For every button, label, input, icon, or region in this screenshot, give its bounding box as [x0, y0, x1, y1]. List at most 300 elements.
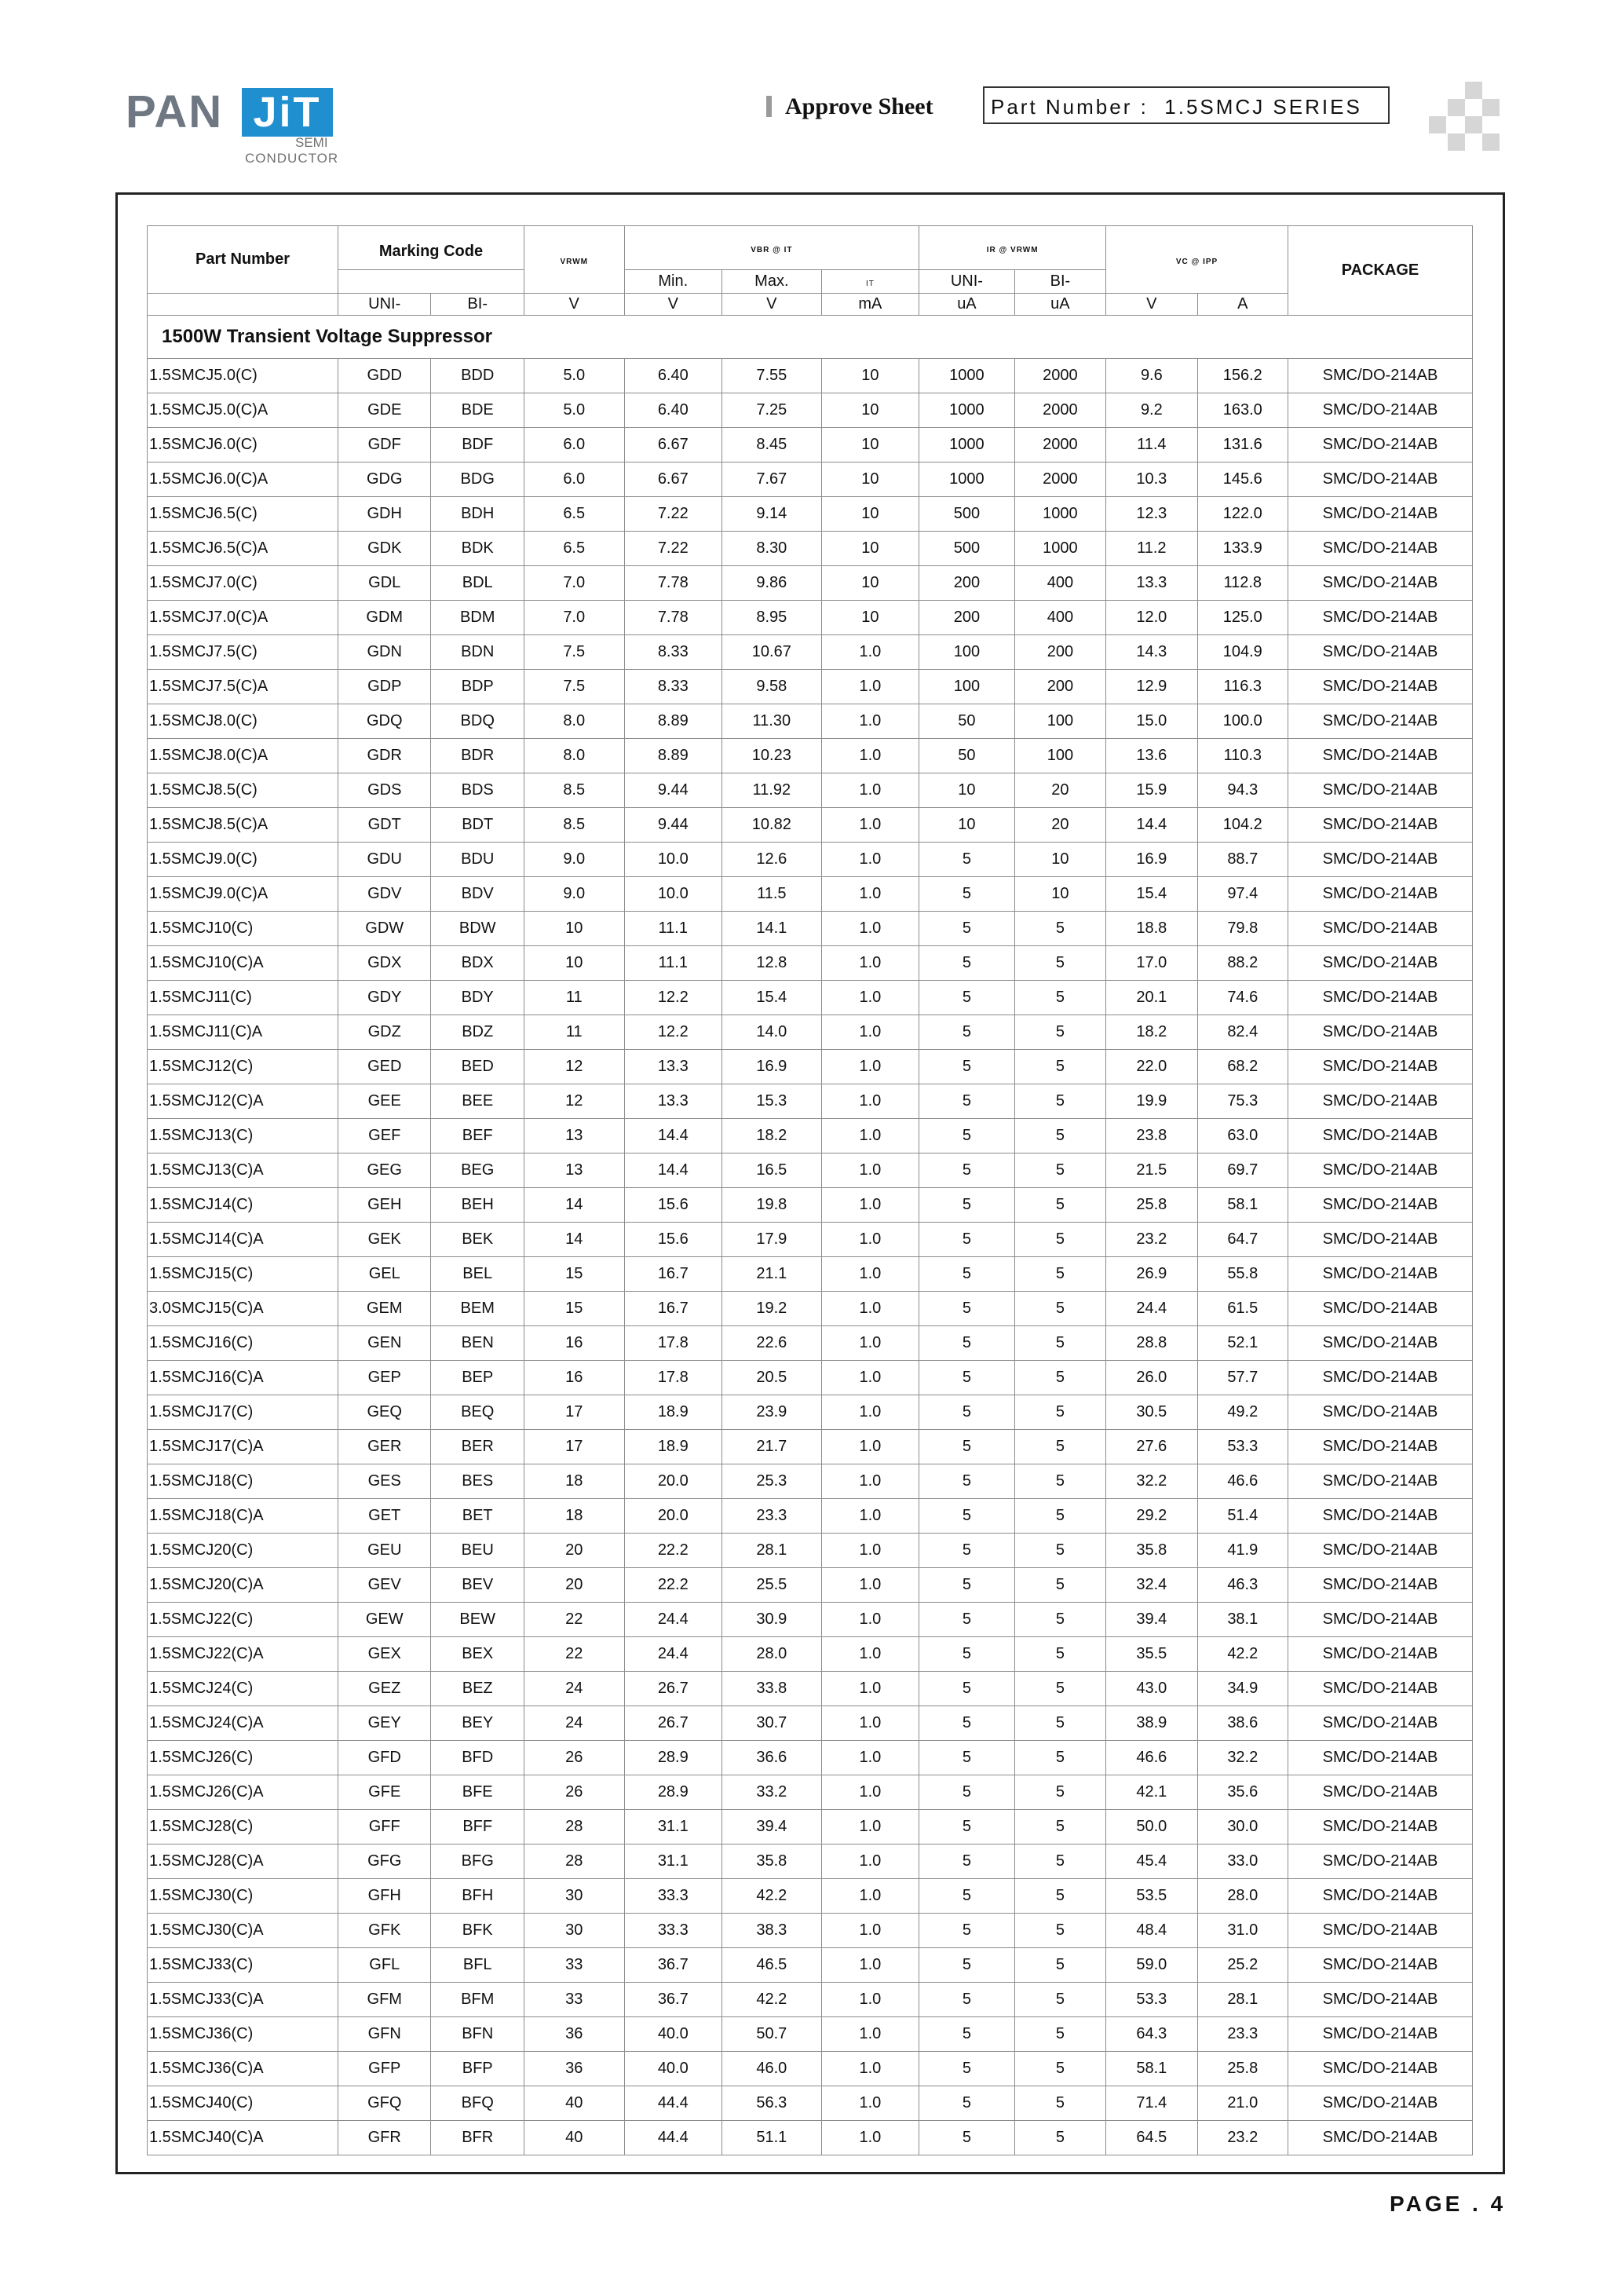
table-cell: BDZ — [431, 1015, 524, 1050]
part-number-cell: 1.5SMCJ33(C)A — [148, 1983, 338, 2017]
table-cell: GDF — [338, 428, 431, 462]
table-body — [148, 359, 1473, 2155]
table-cell: 48.4 — [1106, 1914, 1197, 1948]
table-cell: 42.1 — [1106, 1775, 1197, 1810]
table-cell: BDU — [431, 843, 524, 877]
table-cell: 1.0 — [821, 773, 919, 808]
table-cell: 5 — [919, 877, 1015, 912]
table-cell: 8.33 — [624, 670, 722, 704]
table-cell: BEK — [431, 1223, 524, 1257]
table-cell: 15.4 — [1106, 877, 1197, 912]
part-number-cell: 1.5SMCJ40(C) — [148, 2086, 338, 2121]
header-unit-max: V — [722, 294, 822, 316]
table-cell: 10 — [524, 912, 624, 946]
table-cell: 25.8 — [1106, 1188, 1197, 1223]
table-cell: 33 — [524, 1948, 624, 1983]
table-row — [148, 532, 1473, 566]
header-vc-text: VC @ IPP — [1175, 258, 1218, 266]
part-number-cell: 1.5SMCJ20(C)A — [148, 1568, 338, 1603]
table-cell: 5 — [1014, 1464, 1105, 1499]
part-number-cell: 1.5SMCJ12(C)A — [148, 1084, 338, 1119]
table-cell: 11.4 — [1106, 428, 1197, 462]
table-cell: 5 — [1014, 1395, 1105, 1430]
table-cell: 13.3 — [624, 1084, 722, 1119]
table-cell: 163.0 — [1197, 393, 1288, 428]
table-cell: 5 — [1014, 1534, 1105, 1568]
table-row — [148, 601, 1473, 635]
table-row — [148, 1050, 1473, 1084]
table-cell: SMC/DO-214AB — [1288, 1844, 1473, 1879]
table-cell: BFD — [431, 1741, 524, 1775]
section-title-body — [148, 316, 1473, 359]
table-cell: BFH — [431, 1879, 524, 1914]
table-cell: 21.0 — [1197, 2086, 1288, 2121]
table-cell: 22 — [524, 1637, 624, 1672]
table-cell: 63.0 — [1197, 1119, 1288, 1153]
table-cell: 6.0 — [524, 428, 624, 462]
logo-conductor-text: CONDUCTOR — [245, 151, 339, 166]
part-number-cell: 1.5SMCJ28(C) — [148, 1810, 338, 1844]
table-cell: 35.8 — [722, 1844, 822, 1879]
table-cell: SMC/DO-214AB — [1288, 1361, 1473, 1395]
header-unit-bi: BI- — [431, 294, 524, 316]
table-row — [148, 2017, 1473, 2052]
part-number-cell: 1.5SMCJ11(C) — [148, 981, 338, 1015]
table-cell: BFP — [431, 2052, 524, 2086]
header-sub-it-text: IT — [865, 280, 875, 288]
table-cell: 1.0 — [821, 1914, 919, 1948]
part-number-cell: 1.5SMCJ8.0(C) — [148, 704, 338, 739]
table-cell: BDE — [431, 393, 524, 428]
table-cell: 46.6 — [1106, 1741, 1197, 1775]
table-cell: 5 — [1014, 1672, 1105, 1706]
table-cell: 1.0 — [821, 1844, 919, 1879]
table-cell: 5 — [1014, 981, 1105, 1015]
table-cell: 30.5 — [1106, 1395, 1197, 1430]
table-cell: BEQ — [431, 1395, 524, 1430]
table-cell: 100 — [1014, 739, 1105, 773]
table-cell: 1.0 — [821, 704, 919, 739]
table-cell: BDS — [431, 773, 524, 808]
table-row — [148, 2121, 1473, 2155]
table-cell: 14.1 — [722, 912, 822, 946]
table-cell: SMC/DO-214AB — [1288, 1672, 1473, 1706]
part-number-cell: 1.5SMCJ33(C) — [148, 1948, 338, 1983]
table-cell: SMC/DO-214AB — [1288, 1257, 1473, 1292]
table-cell: 31.0 — [1197, 1914, 1288, 1948]
table-cell: 8.5 — [524, 808, 624, 843]
table-cell: 38.6 — [1197, 1706, 1288, 1741]
table-cell: 5 — [1014, 2017, 1105, 2052]
table-cell: 42.2 — [1197, 1637, 1288, 1672]
table-cell: GEX — [338, 1637, 431, 1672]
table-cell: 11 — [524, 981, 624, 1015]
table-cell: BDT — [431, 808, 524, 843]
table-row — [148, 1499, 1473, 1534]
table-cell: 1.0 — [821, 1223, 919, 1257]
table-cell: 34.9 — [1197, 1672, 1288, 1706]
table-cell: 14.0 — [722, 1015, 822, 1050]
table-cell: GEW — [338, 1603, 431, 1637]
table-cell: BEM — [431, 1292, 524, 1326]
table-cell: 5 — [1014, 946, 1105, 981]
table-cell: GDX — [338, 946, 431, 981]
table-cell: 8.0 — [524, 704, 624, 739]
table-cell: GDG — [338, 462, 431, 497]
table-cell: GER — [338, 1430, 431, 1464]
table-cell: 1.0 — [821, 1603, 919, 1637]
table-cell: 1.0 — [821, 1050, 919, 1084]
table-cell: 12.6 — [722, 843, 822, 877]
table-cell: BEU — [431, 1534, 524, 1568]
table-cell: SMC/DO-214AB — [1288, 1810, 1473, 1844]
logo-semi-text: SEMI — [295, 135, 328, 150]
table-cell: SMC/DO-214AB — [1288, 670, 1473, 704]
table-cell: 11.2 — [1106, 532, 1197, 566]
header-marking-code: Marking Code — [338, 226, 524, 270]
part-number-label: Part Number : — [991, 95, 1149, 119]
table-cell: 100 — [1014, 704, 1105, 739]
table-cell: BFE — [431, 1775, 524, 1810]
table-cell: 11.92 — [722, 773, 822, 808]
table-row — [148, 1914, 1473, 1948]
table-cell: 38.9 — [1106, 1706, 1197, 1741]
table-cell: SMC/DO-214AB — [1288, 981, 1473, 1015]
table-row — [148, 1223, 1473, 1257]
table-cell: 5 — [919, 1326, 1015, 1361]
table-cell: 16 — [524, 1361, 624, 1395]
header-unit-min: V — [624, 294, 722, 316]
table-cell: 44.4 — [624, 2121, 722, 2155]
table-cell: 9.14 — [722, 497, 822, 532]
table-row — [148, 1810, 1473, 1844]
table-cell: 5 — [919, 1983, 1015, 2017]
table-cell: 33.8 — [722, 1672, 822, 1706]
table-cell: BES — [431, 1464, 524, 1499]
table-cell: 16.7 — [624, 1292, 722, 1326]
table-cell: 500 — [919, 532, 1015, 566]
table-cell: 26.7 — [624, 1672, 722, 1706]
part-number-cell: 1.5SMCJ10(C)A — [148, 946, 338, 981]
table-cell: 24 — [524, 1706, 624, 1741]
part-number-cell: 1.5SMCJ30(C) — [148, 1879, 338, 1914]
part-number-cell: 1.5SMCJ5.0(C) — [148, 359, 338, 393]
header-unit-ipp: A — [1197, 294, 1288, 316]
table-cell: GDZ — [338, 1015, 431, 1050]
table-cell: 28.8 — [1106, 1326, 1197, 1361]
table-cell: 27.6 — [1106, 1430, 1197, 1464]
table-cell: 17.8 — [624, 1361, 722, 1395]
table-cell: 5 — [919, 1948, 1015, 1983]
part-number-cell: 1.5SMCJ7.0(C)A — [148, 601, 338, 635]
table-cell: SMC/DO-214AB — [1288, 1188, 1473, 1223]
table-cell: 22.0 — [1106, 1050, 1197, 1084]
table-cell: 17.9 — [722, 1223, 822, 1257]
part-number-cell: 1.5SMCJ11(C)A — [148, 1015, 338, 1050]
header-part-number: Part Number — [148, 226, 338, 294]
table-cell: SMC/DO-214AB — [1288, 1775, 1473, 1810]
table-cell: 1.0 — [821, 1983, 919, 2017]
table-cell: 1.0 — [821, 1119, 919, 1153]
table-row — [148, 1637, 1473, 1672]
table-cell: BEG — [431, 1153, 524, 1188]
table-cell: 40 — [524, 2121, 624, 2155]
table-cell: 104.2 — [1197, 808, 1288, 843]
table-cell: 1000 — [1014, 532, 1105, 566]
table-cell: 131.6 — [1197, 428, 1288, 462]
table-cell: 32.4 — [1106, 1568, 1197, 1603]
table-cell: 13 — [524, 1153, 624, 1188]
table-cell: 5 — [919, 2052, 1015, 2086]
table-cell: 7.5 — [524, 635, 624, 670]
table-cell: 25.3 — [722, 1464, 822, 1499]
table-cell: 5 — [1014, 1775, 1105, 1810]
table-cell: BDK — [431, 532, 524, 566]
table-cell: 8.89 — [624, 704, 722, 739]
table-cell: SMC/DO-214AB — [1288, 1499, 1473, 1534]
table-cell: 18.9 — [624, 1430, 722, 1464]
table-cell: 15.3 — [722, 1084, 822, 1119]
table-cell: GFM — [338, 1983, 431, 2017]
table-cell: 1.0 — [821, 981, 919, 1015]
table-cell: 38.3 — [722, 1914, 822, 1948]
table-cell: 35.6 — [1197, 1775, 1288, 1810]
table-cell: 7.5 — [524, 670, 624, 704]
table-cell: 25.8 — [1197, 2052, 1288, 2086]
table-row — [148, 1188, 1473, 1223]
table-cell: 156.2 — [1197, 359, 1288, 393]
table-cell: SMC/DO-214AB — [1288, 808, 1473, 843]
table-cell: BFN — [431, 2017, 524, 2052]
table-cell: SMC/DO-214AB — [1288, 462, 1473, 497]
table-cell: 5 — [1014, 1015, 1105, 1050]
table-cell: SMC/DO-214AB — [1288, 532, 1473, 566]
table-row — [148, 2086, 1473, 2121]
table-cell: 1.0 — [821, 1292, 919, 1326]
part-number-cell: 1.5SMCJ8.5(C) — [148, 773, 338, 808]
table-cell: 6.5 — [524, 497, 624, 532]
table-cell: 24.4 — [1106, 1292, 1197, 1326]
table-cell: SMC/DO-214AB — [1288, 1983, 1473, 2017]
table-cell: 17.0 — [1106, 946, 1197, 981]
table-cell: 200 — [919, 601, 1015, 635]
table-cell: 36 — [524, 2017, 624, 2052]
table-cell: 39.4 — [722, 1810, 822, 1844]
table-cell: BDR — [431, 739, 524, 773]
table-cell: 5 — [919, 1775, 1015, 1810]
table-cell: GEV — [338, 1568, 431, 1603]
table-cell: 23.2 — [1197, 2121, 1288, 2155]
table-cell: 1.0 — [821, 1810, 919, 1844]
table-cell: BEV — [431, 1568, 524, 1603]
table-cell: 1000 — [919, 359, 1015, 393]
table-cell: SMC/DO-214AB — [1288, 1741, 1473, 1775]
company-logo — [126, 85, 338, 171]
table-cell: 29.2 — [1106, 1499, 1197, 1534]
decorative-squares-icon — [1429, 82, 1501, 154]
table-cell: 5 — [919, 946, 1015, 981]
table-cell: GEF — [338, 1119, 431, 1153]
header-sub-bi: BI- — [1014, 270, 1105, 294]
table-cell: SMC/DO-214AB — [1288, 739, 1473, 773]
table-row — [148, 1153, 1473, 1188]
table-cell: 26.0 — [1106, 1361, 1197, 1395]
table-cell: 5 — [919, 1257, 1015, 1292]
table-cell: 33.0 — [1197, 1844, 1288, 1879]
table-cell: GET — [338, 1499, 431, 1534]
table-row — [148, 1464, 1473, 1499]
table-cell: 5 — [919, 1153, 1015, 1188]
table-cell: 13 — [524, 1119, 624, 1153]
table-cell: SMC/DO-214AB — [1288, 1603, 1473, 1637]
table-cell: GDE — [338, 393, 431, 428]
spec-table — [147, 225, 1473, 2155]
table-cell: 44.4 — [624, 2086, 722, 2121]
table-cell: GDK — [338, 532, 431, 566]
table-cell: 7.78 — [624, 601, 722, 635]
table-cell: 28 — [524, 1810, 624, 1844]
table-cell: 36.7 — [624, 1948, 722, 1983]
table-cell: 5 — [1014, 1188, 1105, 1223]
table-cell: 5 — [1014, 1119, 1105, 1153]
table-cell: GDS — [338, 773, 431, 808]
table-cell: 5 — [1014, 1914, 1105, 1948]
table-cell: 58.1 — [1197, 1188, 1288, 1223]
table-cell: BEL — [431, 1257, 524, 1292]
table-cell: 112.8 — [1197, 566, 1288, 601]
table-cell: 28.0 — [1197, 1879, 1288, 1914]
table-cell: SMC/DO-214AB — [1288, 601, 1473, 635]
table-cell: 12 — [524, 1084, 624, 1119]
table-cell: 16.9 — [722, 1050, 822, 1084]
table-cell: SMC/DO-214AB — [1288, 773, 1473, 808]
table-cell: 8.89 — [624, 739, 722, 773]
table-cell: 9.44 — [624, 773, 722, 808]
table-cell: BDL — [431, 566, 524, 601]
table-cell: 5 — [1014, 2121, 1105, 2155]
table-cell: 6.0 — [524, 462, 624, 497]
table-cell: 23.3 — [722, 1499, 822, 1534]
header-vrwm-text: VRWM — [560, 258, 588, 266]
table-cell: SMC/DO-214AB — [1288, 2086, 1473, 2121]
table-row — [148, 393, 1473, 428]
table-cell: 19.8 — [722, 1188, 822, 1223]
table-cell: SMC/DO-214AB — [1288, 1292, 1473, 1326]
table-cell: SMC/DO-214AB — [1288, 1637, 1473, 1672]
table-cell: GED — [338, 1050, 431, 1084]
table-cell: BFG — [431, 1844, 524, 1879]
table-cell: 145.6 — [1197, 462, 1288, 497]
table-cell: 5 — [1014, 2086, 1105, 2121]
table-cell: 5 — [919, 1534, 1015, 1568]
table-cell: 33 — [524, 1983, 624, 2017]
table-cell: 12.8 — [722, 946, 822, 981]
header-unit-it: mA — [821, 294, 919, 316]
table-row — [148, 1395, 1473, 1430]
table-header — [148, 226, 1473, 316]
logo-pan-text: PAN — [126, 86, 224, 137]
table-cell: GEU — [338, 1534, 431, 1568]
table-cell: BDM — [431, 601, 524, 635]
header-sub-min: Min. — [624, 270, 722, 294]
table-cell: GFK — [338, 1914, 431, 1948]
table-cell: SMC/DO-214AB — [1288, 912, 1473, 946]
table-cell: 5 — [919, 1637, 1015, 1672]
table-cell: 1.0 — [821, 1534, 919, 1568]
table-cell: 38.1 — [1197, 1603, 1288, 1637]
table-cell: 13.6 — [1106, 739, 1197, 773]
header-unit-ir-uni: uA — [919, 294, 1015, 316]
part-number-cell: 1.5SMCJ26(C) — [148, 1741, 338, 1775]
part-number-cell: 1.5SMCJ5.0(C)A — [148, 393, 338, 428]
table-cell: 5 — [919, 1741, 1015, 1775]
table-cell: 82.4 — [1197, 1015, 1288, 1050]
header-unit-uni: UNI- — [338, 294, 431, 316]
table-cell: SMC/DO-214AB — [1288, 2121, 1473, 2155]
table-cell: BFR — [431, 2121, 524, 2155]
part-number-cell: 1.5SMCJ9.0(C)A — [148, 877, 338, 912]
table-cell: 18 — [524, 1464, 624, 1499]
part-number-cell: 1.5SMCJ26(C)A — [148, 1775, 338, 1810]
table-cell: 104.9 — [1197, 635, 1288, 670]
table-cell: 1.0 — [821, 2086, 919, 2121]
table-cell: 10 — [821, 532, 919, 566]
table-row — [148, 1672, 1473, 1706]
table-cell: 46.5 — [722, 1948, 822, 1983]
table-cell: 1000 — [919, 428, 1015, 462]
table-cell: GDU — [338, 843, 431, 877]
table-cell: GFF — [338, 1810, 431, 1844]
table-cell: BDD — [431, 359, 524, 393]
header-sub-it — [821, 270, 919, 294]
table-cell: 5 — [1014, 1257, 1105, 1292]
table-cell: SMC/DO-214AB — [1288, 2017, 1473, 2052]
table-row — [148, 635, 1473, 670]
table-cell: 11.1 — [624, 946, 722, 981]
table-cell: SMC/DO-214AB — [1288, 1948, 1473, 1983]
table-cell: 18.9 — [624, 1395, 722, 1430]
table-cell: 30.0 — [1197, 1810, 1288, 1844]
table-row — [148, 2052, 1473, 2086]
table-cell: 8.33 — [624, 635, 722, 670]
table-row — [148, 1119, 1473, 1153]
table-cell: 5 — [919, 1361, 1015, 1395]
table-cell: 40.0 — [624, 2052, 722, 2086]
table-cell: 13.3 — [624, 1050, 722, 1084]
part-number-cell: 1.5SMCJ17(C) — [148, 1395, 338, 1430]
part-number-cell: 3.0SMCJ15(C)A — [148, 1292, 338, 1326]
table-cell: 5 — [919, 1499, 1015, 1534]
table-cell: 20 — [1014, 808, 1105, 843]
table-cell: 35.8 — [1106, 1534, 1197, 1568]
table-cell: 5 — [1014, 1292, 1105, 1326]
table-cell: 1.0 — [821, 1948, 919, 1983]
table-cell: 9.0 — [524, 877, 624, 912]
table-cell: 64.5 — [1106, 2121, 1197, 2155]
table-cell: 20 — [524, 1568, 624, 1603]
table-cell: 15.6 — [624, 1188, 722, 1223]
table-cell: GEQ — [338, 1395, 431, 1430]
part-number-cell: 1.5SMCJ30(C)A — [148, 1914, 338, 1948]
table-row — [148, 808, 1473, 843]
table-row — [148, 1257, 1473, 1292]
table-cell: BEE — [431, 1084, 524, 1119]
table-row — [148, 843, 1473, 877]
table-cell: 5 — [1014, 1603, 1105, 1637]
table-cell: 42.2 — [722, 1983, 822, 2017]
table-cell: 5 — [1014, 1499, 1105, 1534]
table-cell: 6.40 — [624, 359, 722, 393]
